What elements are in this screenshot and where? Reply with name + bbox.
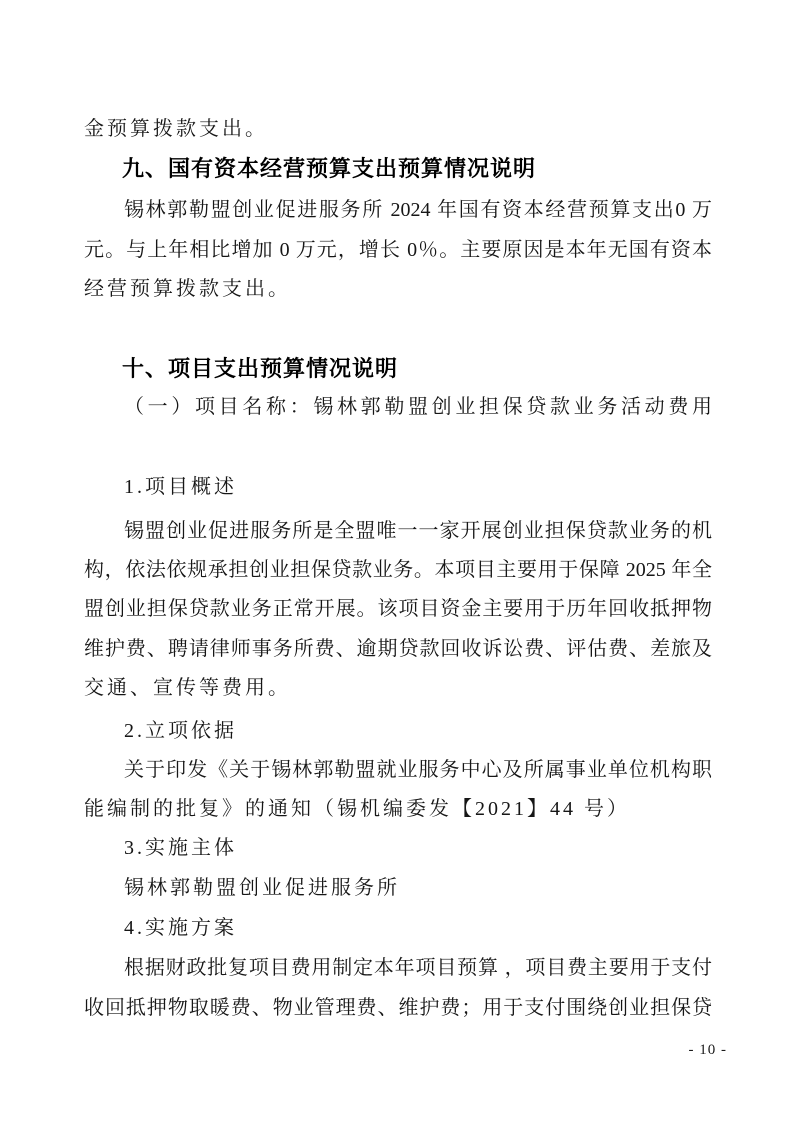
paragraph-line: 维护费、聘请律师事务所费、逾期贷款回收诉讼费、评估费、差旅及	[84, 638, 712, 660]
paragraph-line: 金预算拨款支出。	[84, 118, 268, 140]
paragraph-line: 元。与上年相比增加 0 万元，增长 0％。主要原因是本年无国有资本	[84, 239, 712, 261]
paragraph-line: 盟创业担保贷款业务正常开展。该项目资金主要用于历年回收抵押物	[84, 598, 712, 620]
section-9-heading: 九、国有资本经营预算支出预算情况说明	[122, 156, 537, 181]
paragraph-line: 根据财政批复项目费用制定本年项目预算 ，项目费主要用于支付	[124, 957, 712, 979]
item-1-heading: 1.项目概述	[124, 476, 237, 498]
paragraph-line: 锡林郭勒盟创业促进服务所 2024 年国有资本经营预算支出0 万	[124, 199, 712, 221]
item-2-heading: 2.立项依据	[124, 720, 237, 742]
paragraph-line: 能编制的批复》的通知（锡机编委发【2021】44 号）	[84, 798, 630, 820]
paragraph-line: 关于印发《关于锡林郭勒盟就业服务中心及所属事业单位机构职	[124, 759, 712, 781]
paragraph-line: 交通、宣传等费用。	[84, 677, 291, 699]
paragraph-line: 收回抵押物取暖费、物业管理费、维护费；用于支付围绕创业担保贷	[84, 997, 712, 1019]
subsection-1-project-name: （一）项目名称：锡林郭勒盟创业担保贷款业务活动费用	[124, 396, 712, 418]
paragraph-line: 经营预算拨款支出。	[84, 278, 291, 300]
item-4-heading: 4.实施方案	[124, 917, 237, 939]
section-10-heading: 十、项目支出预算情况说明	[122, 356, 399, 381]
paragraph-line: 锡盟创业促进服务所是全盟唯一一家开展创业担保贷款业务的机	[124, 520, 712, 542]
paragraph-line: 锡林郭勒盟创业促进服务所	[124, 877, 400, 899]
item-3-heading: 3.实施主体	[124, 837, 237, 859]
paragraph-line: 构，依法依规承担创业担保贷款业务。本项目主要用于保障 2025 年全	[84, 559, 712, 581]
page-number: - 10 -	[688, 1042, 727, 1058]
